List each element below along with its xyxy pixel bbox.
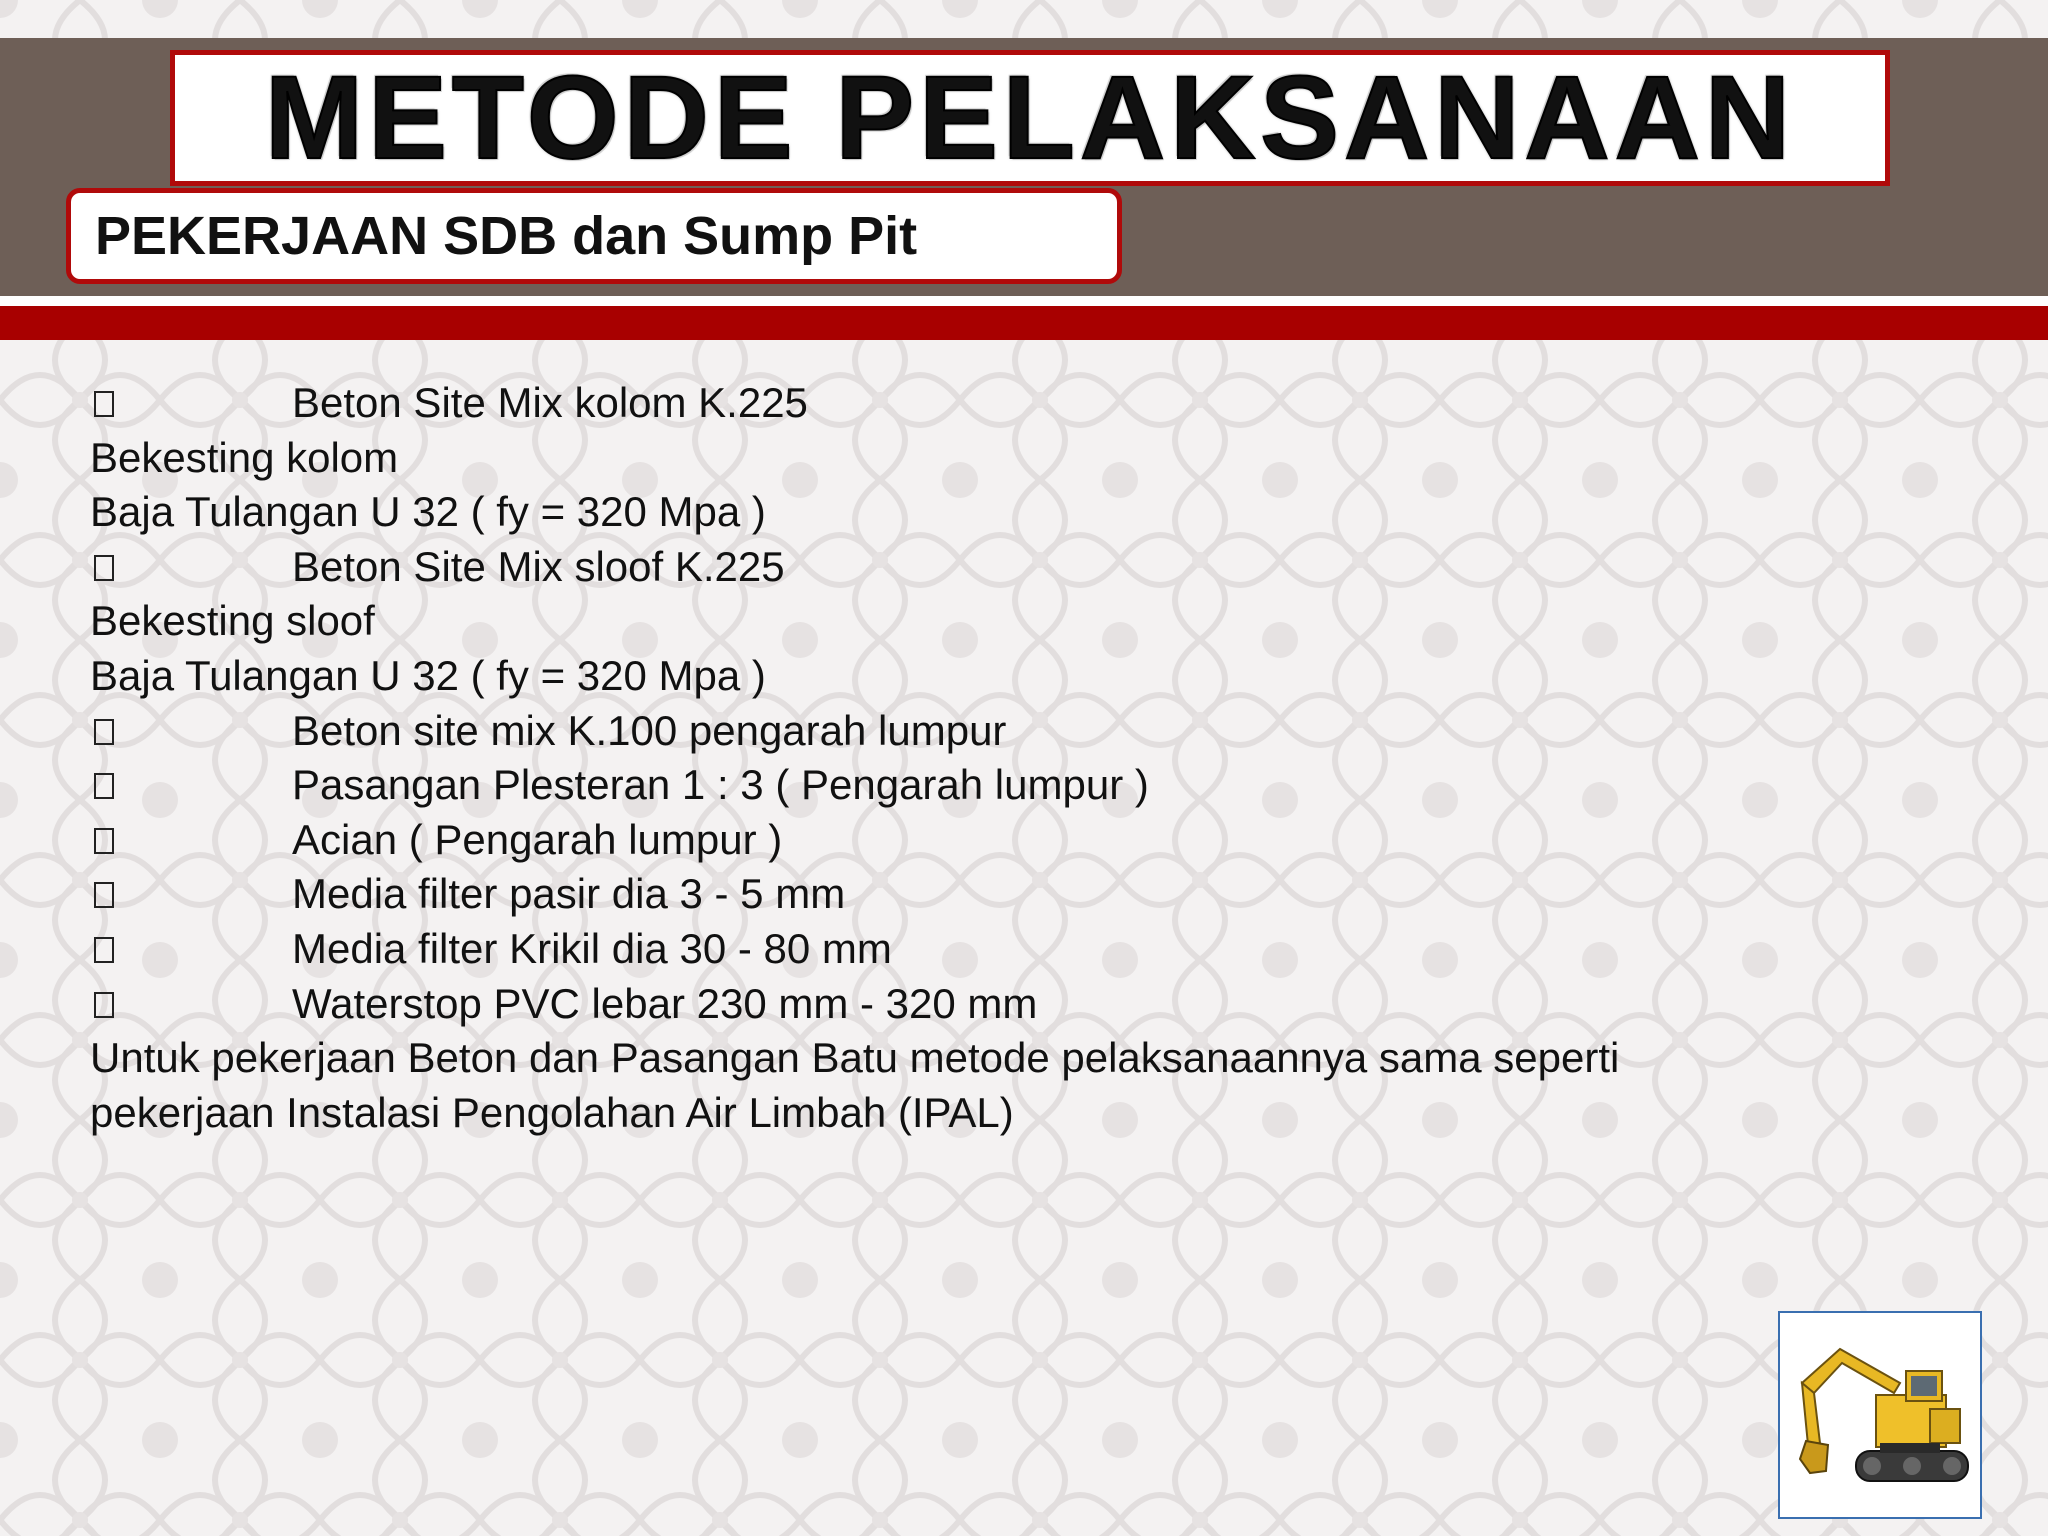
bullet-box-icon bbox=[90, 977, 292, 1032]
list-item bbox=[90, 813, 1930, 868]
list-item bbox=[90, 704, 1930, 759]
list-item bbox=[90, 485, 1930, 540]
list-item bbox=[90, 376, 1930, 431]
list-item-text: Beton Site Mix sloof K.225 bbox=[292, 542, 785, 590]
list-item bbox=[90, 977, 1930, 1032]
bullet-box-icon bbox=[90, 813, 292, 868]
list-item-text: Media filter pasir dia 3 - 5 mm bbox=[292, 870, 846, 918]
list-item-text: Bekesting sloof bbox=[90, 597, 375, 645]
list-item bbox=[90, 431, 1930, 486]
excavator-image bbox=[1778, 1311, 1982, 1519]
list-item bbox=[90, 540, 1930, 595]
list-item-text: Acian ( Pengarah lumpur ) bbox=[292, 815, 783, 863]
list-item bbox=[90, 758, 1930, 813]
list-item-text: Pasangan Plesteran 1 : 3 ( Pengarah lumpur ) bbox=[292, 761, 1149, 809]
list-item-text: Bekesting kolom bbox=[90, 433, 399, 481]
list-item-text: Media filter Krikil dia 30 - 80 mm bbox=[292, 924, 892, 972]
list-item bbox=[90, 922, 1930, 977]
bullet-box-icon bbox=[90, 704, 292, 759]
list-item-text: Baja Tulangan U 32 ( fy = 320 Mpa ) bbox=[90, 651, 766, 699]
closing-paragraph bbox=[90, 1031, 1790, 1140]
list-item-text: Beton site mix K.100 pengarah lumpur bbox=[292, 706, 1007, 754]
bullet-box-icon bbox=[90, 758, 292, 813]
page-subtitle: PEKERJAAN SDB dan Sump Pit bbox=[95, 206, 918, 266]
list-item bbox=[90, 649, 1930, 704]
bullet-box-icon bbox=[90, 867, 292, 922]
header-divider bbox=[0, 296, 2048, 306]
subtitle-box bbox=[66, 188, 1122, 284]
list-item bbox=[90, 867, 1930, 922]
bullet-box-icon bbox=[90, 540, 292, 595]
list-item-text: Beton Site Mix kolom K.225 bbox=[292, 379, 808, 426]
header-red-stripe bbox=[0, 306, 2048, 340]
excavator-icon bbox=[1780, 1313, 1980, 1517]
page-title: METODE PELAKSANAAN bbox=[264, 52, 1796, 184]
list-item-text: Waterstop PVC lebar 230 mm - 320 mm bbox=[292, 979, 1038, 1027]
title-box bbox=[170, 50, 1890, 186]
bullet-box-icon bbox=[90, 922, 292, 977]
bullet-box-icon bbox=[90, 376, 292, 431]
list-item-text: Baja Tulangan U 32 ( fy = 320 Mpa ) bbox=[90, 488, 766, 536]
content-body bbox=[90, 376, 1930, 1140]
closing-text: Untuk pekerjaan Beton dan Pasangan Batu metode pelaksanaannya sama seperti pekerjaan Instalasi Pengolahan Air Limbah (IPAL) bbox=[90, 1034, 1620, 1136]
list-item bbox=[90, 594, 1930, 649]
